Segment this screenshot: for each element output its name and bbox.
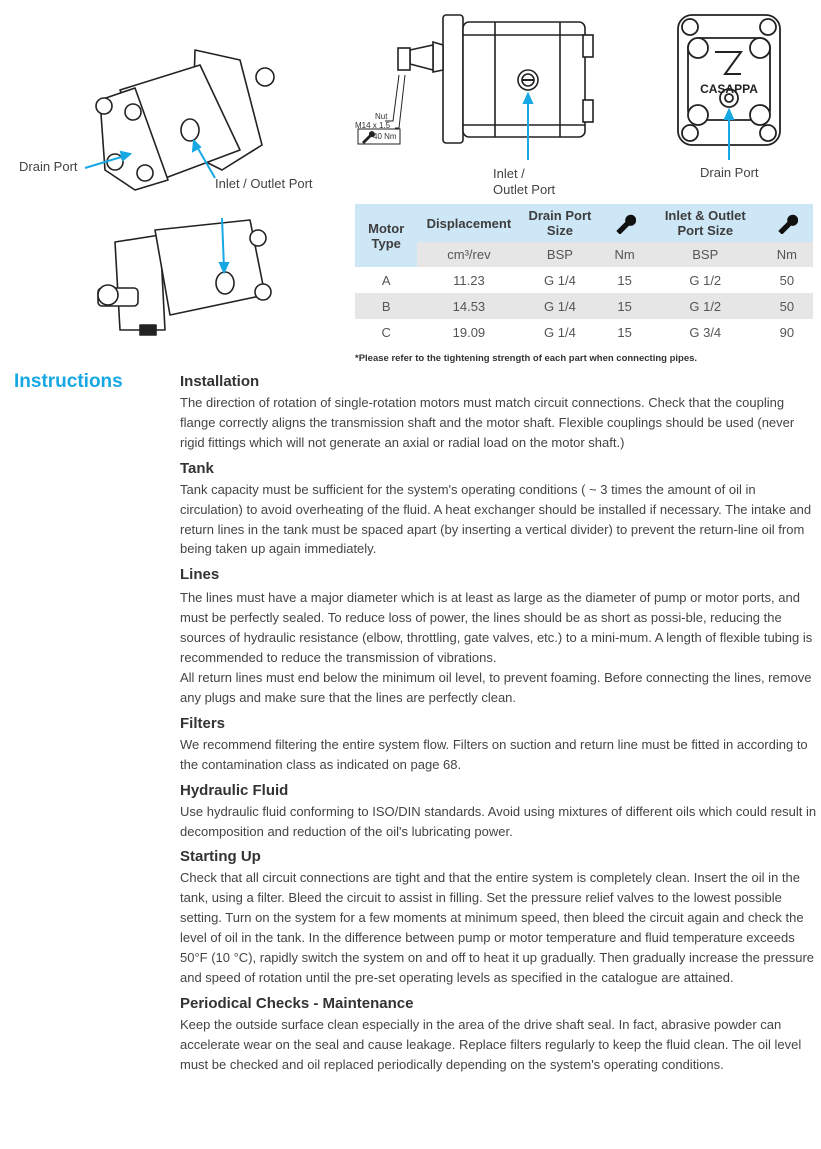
section-heading: Periodical Checks - Maintenance <box>180 994 414 1012</box>
cell-drain-nm: 15 <box>617 324 632 340</box>
motor-side-drawing <box>355 0 615 200</box>
cell-drain-bsp: G 1/4 <box>544 324 576 340</box>
wrench-icon <box>776 212 798 234</box>
inlet-outlet-label-line2: Outlet Port <box>493 182 556 197</box>
cell-inlet-bsp: G 1/2 <box>650 293 761 319</box>
cell-inlet-nm: 50 <box>779 272 795 288</box>
cell-displacement: 14.53 <box>417 293 520 319</box>
nut-label: Nut <box>375 112 388 121</box>
table-row <box>355 267 813 293</box>
cell-inlet-bsp: G 3/4 <box>689 324 722 340</box>
section-heading: Starting Up <box>180 848 261 866</box>
header-drain-torque <box>599 204 649 242</box>
unit-displacement: cm³/rev <box>417 242 520 267</box>
section-filters <box>180 714 820 775</box>
cell-drain-nm: 15 <box>617 272 632 288</box>
section-tank <box>180 459 820 560</box>
section-paragraph: The direction of rotation of single-rotation motors must match circuit connections. Check that the coupling flange correctly aligns the transmission shaft and the motor shaft. Flexible couplings should be used (never rigid fittings which will not generate an axial or radial load on the motor shaft.) <box>180 395 795 450</box>
section-lines <box>180 565 820 707</box>
section-hydraulic-fluid <box>180 781 820 842</box>
cell-drain-bsp: G 1/4 <box>520 293 599 319</box>
cell-type: B <box>355 293 417 319</box>
header-inlet-outlet-port-size: Inlet & Outlet Port Size <box>650 204 761 242</box>
section-paragraph: Use hydraulic fluid conforming to ISO/DIN standards. Avoid using mixtures of different oils which could result in decomposition and reduction of the oil's lubricating power. <box>180 803 817 839</box>
casappa-logo-text: CASAPPA <box>700 82 758 96</box>
cell-displacement: 11.23 <box>453 272 485 288</box>
rear-view-figure <box>620 0 821 190</box>
cell-inlet-bsp: G 1/2 <box>689 272 722 288</box>
section-paragraph: All return lines must end below the minimum oil level, to prevent foaming. Before connecting the lines, remove any plugs and make sure that the lines are perfectly clean. <box>180 669 812 705</box>
section-installation <box>180 372 820 453</box>
wrench-icon <box>614 212 636 234</box>
spec-table <box>355 204 813 345</box>
section-periodical-checks <box>180 994 820 1075</box>
cell-drain-nm: 15 <box>599 293 649 319</box>
cell-drain-bsp: G 1/4 <box>544 272 576 288</box>
motor-rear-drawing <box>620 0 821 160</box>
table-units-row <box>355 242 813 267</box>
iso-view-figure <box>0 30 340 340</box>
section-heading: Lines <box>180 566 220 584</box>
side-view-figure <box>355 0 615 200</box>
table-header-row <box>355 204 813 242</box>
instructions-content <box>180 372 820 1081</box>
cell-type: A <box>381 272 391 288</box>
unit-inlet-bsp: BSP <box>650 242 761 267</box>
header-motor-type: Motor Type <box>355 204 417 267</box>
table-footnote: *Please refer to the tightening strength of each part when connecting pipes. <box>355 353 698 364</box>
inlet-outlet-label-line1: Inlet / <box>493 166 525 181</box>
cell-inlet-nm: 50 <box>761 293 813 319</box>
table-row <box>355 293 813 319</box>
cell-displacement: 19.09 <box>452 324 486 340</box>
section-heading: Hydraulic Fluid <box>180 781 289 799</box>
torque-label: 40 Nm <box>373 132 397 141</box>
drain-port-label: Drain Port <box>19 159 78 174</box>
section-paragraph: Tank capacity must be sufficient for the system's operating conditions ( ~ 3 times the amount of oil in circulation) to avoid overheating of the fluid. A heat exchanger should be installed if necessary. The intake and return lines in the tank must be spaced apart (by inserting a vertical divider) to prevent the return-line oil from being taken up again immediately. <box>180 481 812 557</box>
header-inlet-torque <box>761 204 813 242</box>
inlet-outlet-port-label: Inlet / Outlet Port <box>215 176 313 191</box>
cell-type: C <box>381 324 391 340</box>
thread-label: M14 x 1.5 <box>355 121 391 130</box>
unit-drain-bsp: BSP <box>520 242 599 267</box>
section-heading: Filters <box>180 714 226 732</box>
section-starting-up <box>180 847 820 987</box>
unit-inlet-nm: Nm <box>761 242 813 267</box>
header-drain-port-size: Drain Port Size <box>520 204 599 242</box>
table-row <box>355 319 813 345</box>
section-paragraph: We recommend filtering the entire system flow. Filters on suction and return line must be fitted in according to the contamination class as indicated on page 68. <box>180 736 808 772</box>
section-paragraph: Keep the outside surface clean especially in the area of the drive shaft seal. In fact, abrasive powder can accelerate wear on the seal and cause leakage. Replace filters regularly to keep the fluid clean. The oil level must be checked and oil replaced periodically depending on the system's operating conditions. <box>180 1016 802 1072</box>
header-displacement: Displacement <box>417 204 520 242</box>
drain-port-label-rear: Drain Port <box>700 165 759 180</box>
instructions-title: Instructions <box>14 371 123 392</box>
section-paragraph: Check that all circuit connections are tight and that the entire system is completely clean. Insert the oil in the tank, using a filter. Bleed the circuit to assist in filling. Set the pressure relief valves to the lowest possible setting. Turn on the system for a few moments at minimum speed, then bleed the circuit again and check the level of oil in the tank. In the difference between pump or motor temperature and fluid temperature exceeds 50°F (10 °C), rapidly switch the system on and off to heat it up gradually. Then gradually increase the pressure and speed of rotation until the pre-set operating levels as specified in the catalogue are attained. <box>180 870 815 985</box>
unit-drain-nm: Nm <box>599 242 649 267</box>
section-heading: Installation <box>180 373 260 390</box>
cell-inlet-nm: 90 <box>779 324 795 340</box>
section-paragraph: The lines must have a major diameter which is at least as large as the diameter of pump or motor ports, and must be perfectly sealed. To reduce loss of power, the lines should be as short as possi-ble, reducing the sources of hydraulic resistance (elbow, throttling, gate valves, etc.) to a mini-mum. A length of flexible tubing is recommended to reduce the transmission of vibrations. <box>180 590 813 666</box>
section-heading: Tank <box>180 459 214 477</box>
